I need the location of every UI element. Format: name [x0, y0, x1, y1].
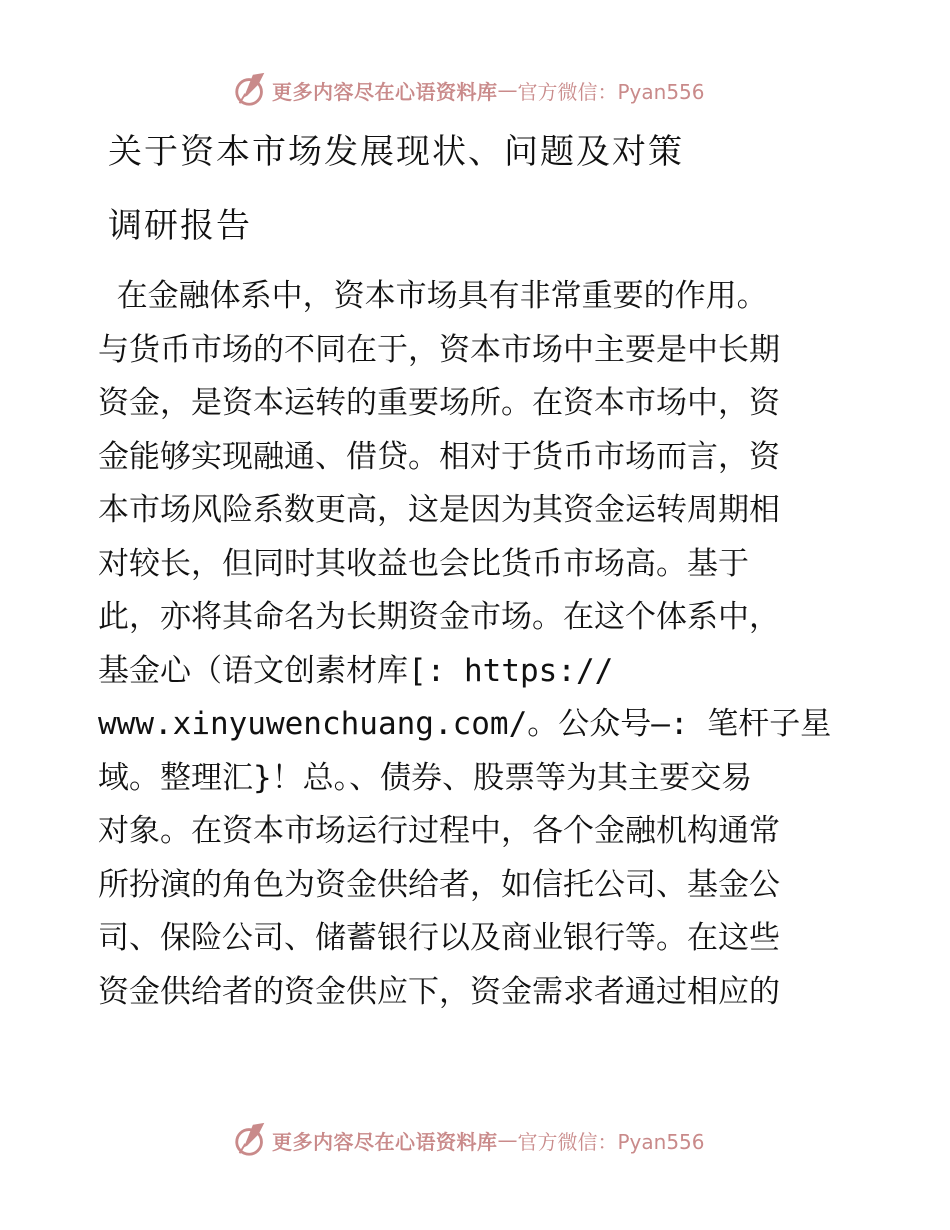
footer-contact-text: 官方微信：Pyan556	[517, 1129, 705, 1154]
footer-brand-text: 更多内容尽在心语资料库	[272, 1129, 498, 1154]
header-brand-text: 更多内容尽在心语资料库	[272, 79, 498, 104]
quill-logo-icon	[232, 71, 270, 109]
header-contact-text: 官方微信：Pyan556	[517, 79, 705, 104]
body-paragraph: 在金融体系中，资本市场具有非常重要的作用。 与货币市场的不同在于，资本市场中主要是中长期 资金，是资本运转的重要场所。在资本市场中，资 金能够实现融通、借贷。相对于货币市场而言，资 本市场风险系数更高，这是因为其资金运转周期相 对较长，但同时其收益也会比货币市场高。基于 此，亦将其命名为长期资金市场。在这个体系中， 基金心（语文创素材库[: https:// www.xinyuwenchuang.com/。公众号—: 笔杆子星 域。整理汇}！总。、债券、股票等为其主要交易 对象。在资本市场运行过程中，各个金融机构通常 所扮演的角色为资金供给者，如信托公司、基金公 司、保险公司、储蓄银行以及商业银行等。在这些 资金供给者的资金供应下，资金需求者通过相应的	[98, 278, 832, 1010]
quill-logo-icon	[232, 1121, 270, 1159]
document-title-line-1: 关于资本市场发展现状、问题及对策	[108, 132, 684, 172]
footer-dash: —	[497, 1128, 518, 1152]
footer-watermark	[232, 1120, 705, 1160]
header-watermark	[232, 70, 705, 110]
header-dash: —	[497, 78, 518, 102]
document-title-line-2: 调研报告	[108, 206, 252, 246]
